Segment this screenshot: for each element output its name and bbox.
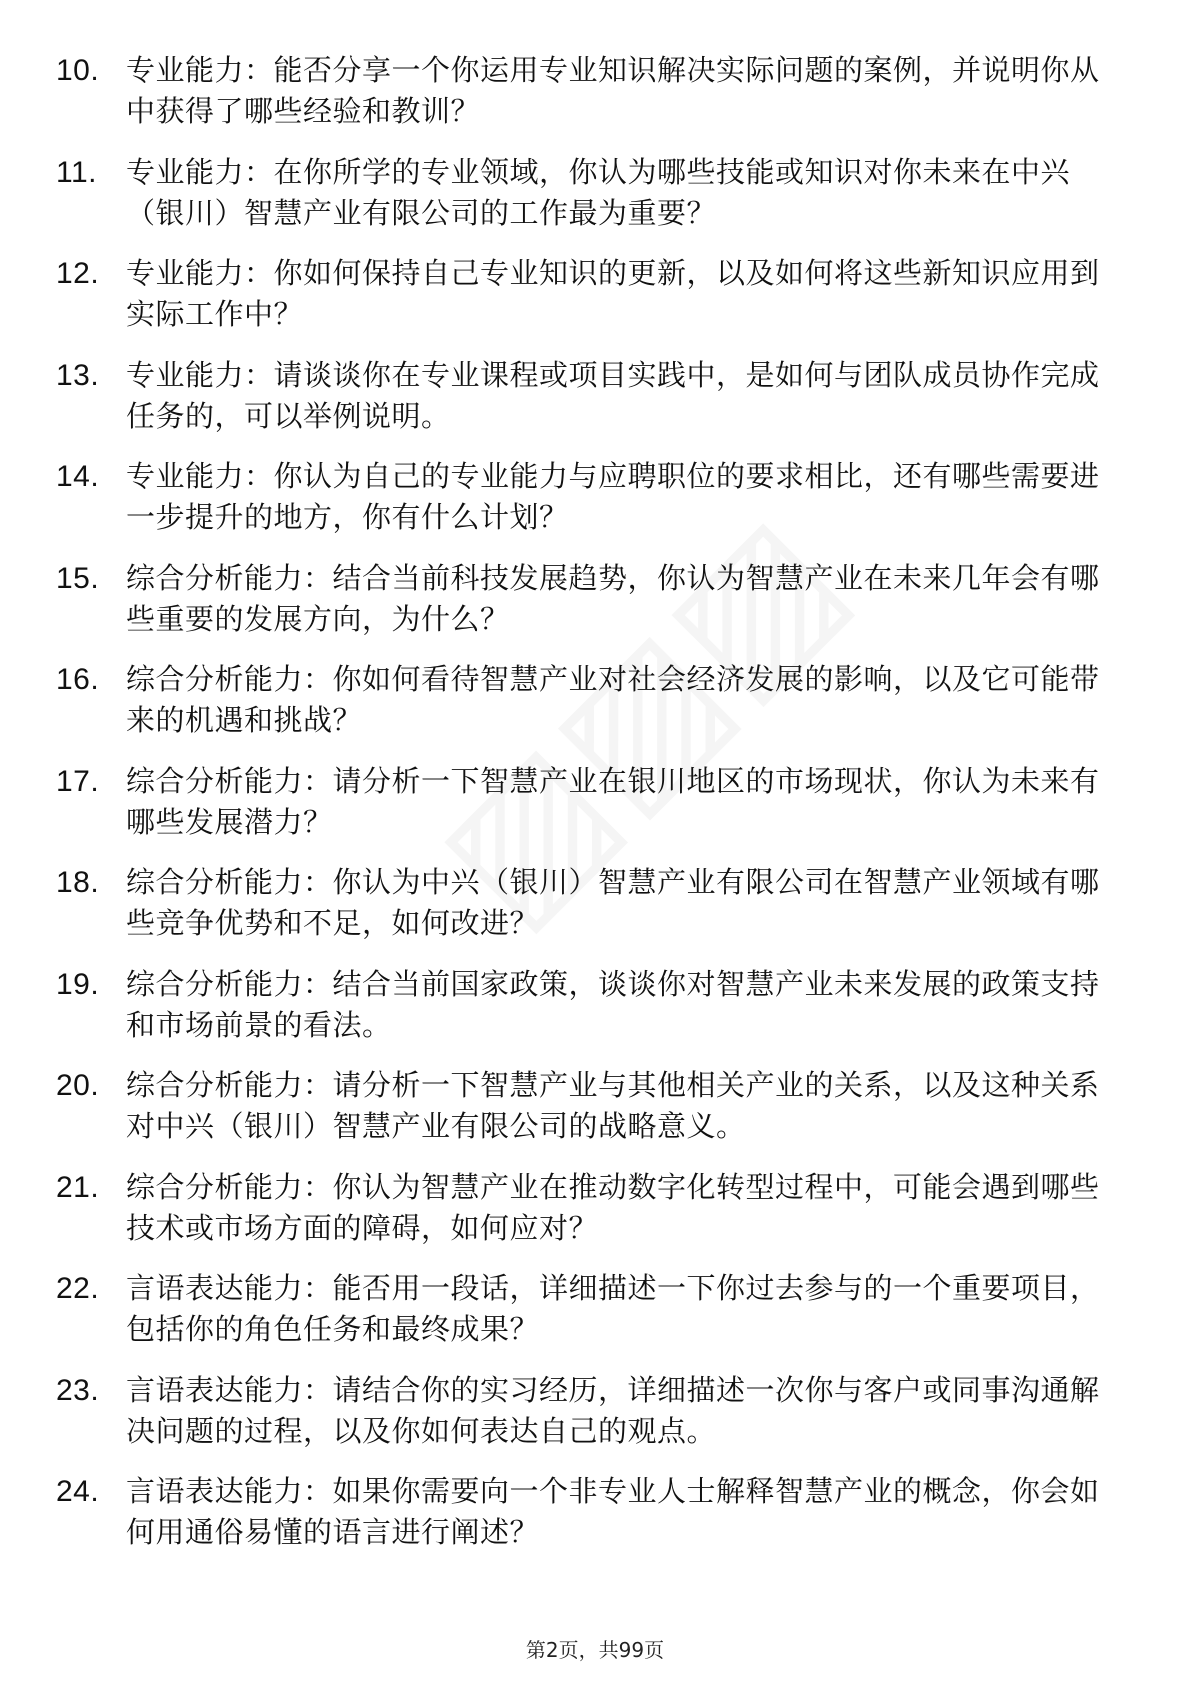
question-item <box>56 152 1116 234</box>
question-number: 24. <box>56 1475 100 1508</box>
question-item <box>56 50 1116 132</box>
question-text: 专业能力：你认为自己的专业能力与应聘职位的要求相比，还有哪些需要进一步提升的地方，你有什么计划？ <box>126 459 1100 534</box>
question-number: 18. <box>56 866 100 899</box>
question-text: 综合分析能力：请分析一下智慧产业与其他相关产业的关系，以及这种关系对中兴（银川）智慧产业有限公司的战略意义。 <box>126 1068 1100 1143</box>
question-text: 综合分析能力：你如何看待智慧产业对社会经济发展的影响，以及它可能带来的机遇和挑战？ <box>126 662 1100 737</box>
question-item <box>56 761 1116 843</box>
question-number: 20. <box>56 1069 100 1102</box>
question-item <box>56 253 1116 335</box>
question-text: 专业能力：在你所学的专业领域，你认为哪些技能或知识对你未来在中兴（银川）智慧产业有限公司的工作最为重要？ <box>126 154 1071 230</box>
question-item <box>56 355 1116 437</box>
question-number: 13. <box>56 358 100 392</box>
question-text: 言语表达能力：请结合你的实习经历，详细描述一次你与客户或同事沟通解决问题的过程，以及你如何表达自己的观点。 <box>126 1372 1100 1448</box>
question-number: 12. <box>56 257 100 290</box>
question-text: 综合分析能力：结合当前国家政策，谈谈你对智慧产业未来发展的政策支持和市场前景的看法。 <box>126 966 1100 1042</box>
question-text: 综合分析能力：请分析一下智慧产业在银川地区的市场现状，你认为未来有哪些发展潜力？ <box>126 763 1100 839</box>
question-item <box>56 1471 1116 1553</box>
question-number: 21. <box>56 1170 100 1204</box>
question-item <box>56 456 1116 538</box>
question-number: 19. <box>56 967 100 1001</box>
page-number-label: 第2页，共99页 <box>525 1638 665 1662</box>
question-item <box>56 1370 1116 1452</box>
question-number: 14. <box>56 460 100 493</box>
question-text: 言语表达能力：能否用一段话，详细描述一下你过去参与的一个重要项目，包括你的角色任务和最终成果？ <box>126 1271 1100 1346</box>
question-text: 专业能力：能否分享一个你运用专业知识解决实际问题的案例，并说明你从中获得了哪些经验和教训？ <box>126 53 1100 128</box>
question-item <box>56 659 1116 741</box>
question-text: 专业能力：请谈谈你在专业课程或项目实践中，是如何与团队成员协作完成任务的，可以举例说明。 <box>126 357 1100 433</box>
question-item <box>56 862 1116 944</box>
question-text: 综合分析能力：你认为智慧产业在推动数字化转型过程中，可能会遇到哪些技术或市场方面的障碍，如何应对？ <box>126 1169 1100 1245</box>
question-text: 言语表达能力：如果你需要向一个非专业人士解释智慧产业的概念，你会如何用通俗易懂的语言进行阐述？ <box>126 1474 1100 1549</box>
question-list <box>56 50 1116 1573</box>
question-text: 综合分析能力：结合当前科技发展趋势，你认为智慧产业在未来几年会有哪些重要的发展方向，为什么？ <box>126 560 1100 636</box>
question-number: 10. <box>56 54 100 87</box>
question-number: 17. <box>56 764 100 798</box>
question-number: 16. <box>56 663 100 696</box>
question-text: 综合分析能力：你认为中兴（银川）智慧产业有限公司在智慧产业领域有哪些竞争优势和不足，如何改进？ <box>126 865 1100 940</box>
question-item <box>56 964 1116 1046</box>
question-item <box>56 558 1116 640</box>
question-number: 22. <box>56 1272 100 1305</box>
question-number: 11. <box>56 155 97 189</box>
question-number: 23. <box>56 1373 100 1407</box>
question-text: 专业能力：你如何保持自己专业知识的更新，以及如何将这些新知识应用到实际工作中？ <box>126 256 1100 331</box>
page-footer <box>0 1634 1190 1663</box>
question-number: 15. <box>56 561 100 595</box>
question-item <box>56 1167 1116 1249</box>
question-item <box>56 1065 1116 1147</box>
question-item <box>56 1268 1116 1350</box>
